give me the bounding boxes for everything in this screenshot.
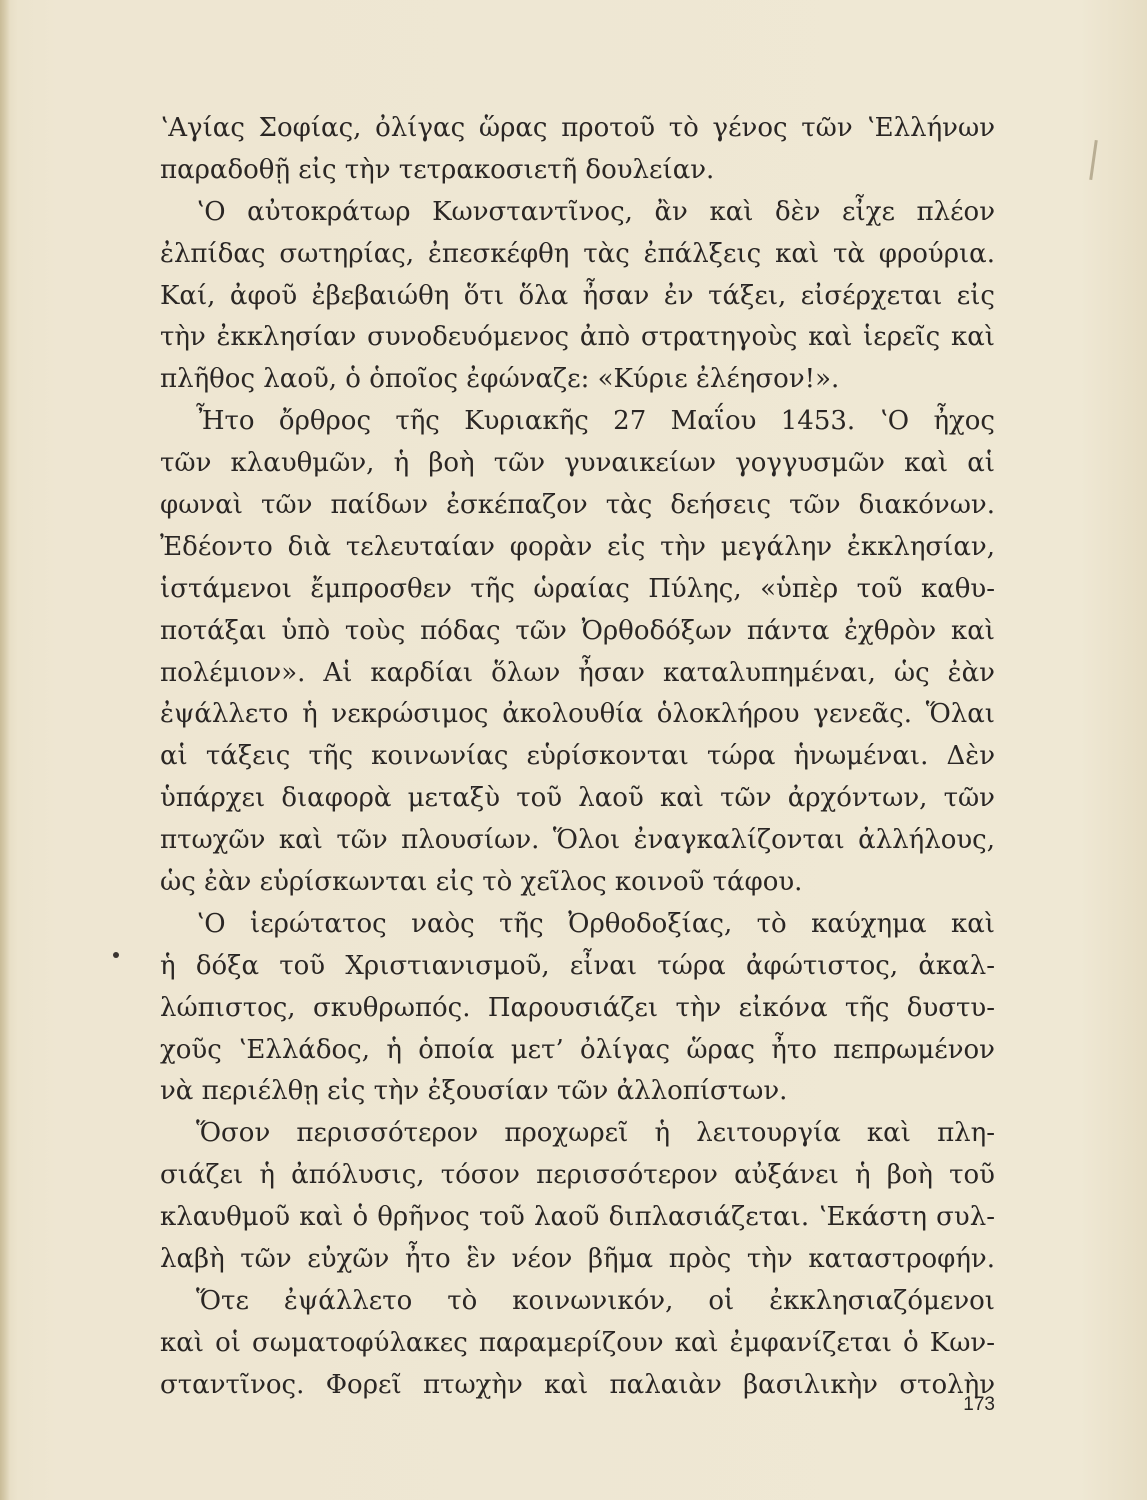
text-line: σταντῖνος. Φορεῖ πτωχὴν καὶ παλαιὰν βασιλικὴν στολὴν (160, 1369, 995, 1400)
text-line: σιάζει ἡ ἀπόλυσις, τόσον περισσότερον αὐξάνει ἡ βοὴ τοῦ (160, 1160, 995, 1191)
text-line: πλῆθος λαοῦ, ὁ ὁποῖος ἐφώναζε: «Κύριε ἐλέησον!». (160, 364, 840, 395)
text-line: ἡ δόξα τοῦ Χριστιανισμοῦ, εἶναι τώρα ἀφώτιστος, ἀκαλ- (160, 950, 995, 981)
binding-shadow (0, 0, 10, 1500)
text-line: νὰ περιέλθῃ εἰς τὴν ἐξουσίαν τῶν ἀλλοπίστων. (160, 1076, 788, 1107)
text-line: παραδοθῇ εἰς τὴν τετρακοσιετῆ δουλείαν. (160, 154, 715, 185)
text-line: ἱστάμενοι ἔμπροσθεν τῆς ὡραίας Πύλης, «ὑπὲρ τοῦ καθυ- (160, 573, 995, 604)
text-line: πτωχῶν καὶ τῶν πλουσίων. Ὅλοι ἐναγκαλίζονται ἀλλήλους, (160, 825, 995, 856)
body-text (160, 108, 995, 1407)
margin-pencil-mark (1089, 140, 1098, 180)
text-line: ʽΟ αὐτοκράτωρ Κωνσταντῖνος, ἂν καὶ δὲν εἶχε πλέον (196, 196, 995, 227)
text-line: Ἐδέοντο διὰ τελευταίαν φορὰν εἰς τὴν μεγάλην ἐκκλησίαν, (160, 531, 995, 562)
text-line: πολέμιον». Αἱ καρδίαι ὅλων ἦσαν καταλυπημέναι, ὡς ἐὰν (160, 657, 995, 688)
text-line: λαβὴ τῶν εὐχῶν ἦτο ἓν νέον βῆμα πρὸς τὴν καταστροφήν. (160, 1244, 995, 1275)
text-line: ὡς ἐὰν εὑρίσκωνται εἰς τὸ χεῖλος κοινοῦ τάφου. (160, 867, 803, 898)
margin-ink-dot (113, 952, 119, 958)
text-line: ʽΑγίας Σοφίας, ὀλίγας ὥρας προτοῦ τὸ γένος τῶν ʽΕλλήνων (160, 113, 995, 143)
page-number: 173 (963, 1394, 995, 1415)
text-line: ἐψάλλετο ἡ νεκρώσιμος ἀκολουθία ὁλοκλήρου γενεᾶς. Ὅλαι (160, 699, 995, 730)
text-line: χοῦς ʽΕλλάδος, ἡ ὁποία μετ’ ὀλίγας ὥρας ἦτο πεπρωμένον (160, 1034, 995, 1065)
text-line: αἱ τάξεις τῆς κοινωνίας εὑρίσκονται τώρα ἡνωμέναι. Δὲν (160, 741, 995, 772)
text-line: κλαυθμοῦ καὶ ὁ θρῆνος τοῦ λαοῦ διπλασιάζεται. ʽΕκάστη συλ- (160, 1202, 995, 1233)
text-line: Ὅσον περισσότερον προχωρεῖ ἡ λειτουργία καὶ πλη- (196, 1118, 995, 1149)
text-line: ʽΟ ἱερώτατος ναὸς τῆς Ὀρθοδοξίας, τὸ καύχημα καὶ (196, 908, 995, 939)
text-line: Ὅτε ἐψάλλετο τὸ κοινωνικόν, οἱ ἐκκλησιαζόμενοι (196, 1285, 995, 1316)
text-line: λώπιστος, σκυθρωπός. Παρουσιάζει τὴν εἰκόνα τῆς δυστυ- (160, 992, 995, 1023)
text-line: Καί, ἀφοῦ ἐβεβαιώθη ὅτι ὅλα ἦσαν ἐν τάξει, εἰσέρχεται εἰς (160, 280, 995, 311)
text-line: τὴν ἐκκλησίαν συνοδευόμενος ἀπὸ στρατηγοὺς καὶ ἱερεῖς καὶ (160, 322, 995, 353)
text-line: Ἦτο ὄρθρος τῆς Κυριακῆς 27 Μαΐου 1453. ʽΟ ἦχος (196, 406, 995, 437)
text-line: ἐλπίδας σωτηρίας, ἐπεσκέφθη τὰς ἐπάλξεις καὶ τὰ φρούρια. (160, 238, 995, 269)
text-line: φωναὶ τῶν παίδων ἐσκέπαζον τὰς δεήσεις τῶν διακόνων. (160, 490, 995, 521)
text-line: ποτάξαι ὑπὸ τοὺς πόδας τῶν Ὀρθοδόξων πάντα ἐχθρὸν καὶ (160, 615, 995, 646)
text-line: ὑπάρχει διαφορὰ μεταξὺ τοῦ λαοῦ καὶ τῶν ἀρχόντων, τῶν (160, 783, 995, 814)
text-line: καὶ οἱ σωματοφύλακες παραμερίζουν καὶ ἐμφανίζεται ὁ Κων- (160, 1327, 995, 1358)
text-line: τῶν κλαυθμῶν, ἡ βοὴ τῶν γυναικείων γογγυσμῶν καὶ αἱ (160, 448, 995, 479)
